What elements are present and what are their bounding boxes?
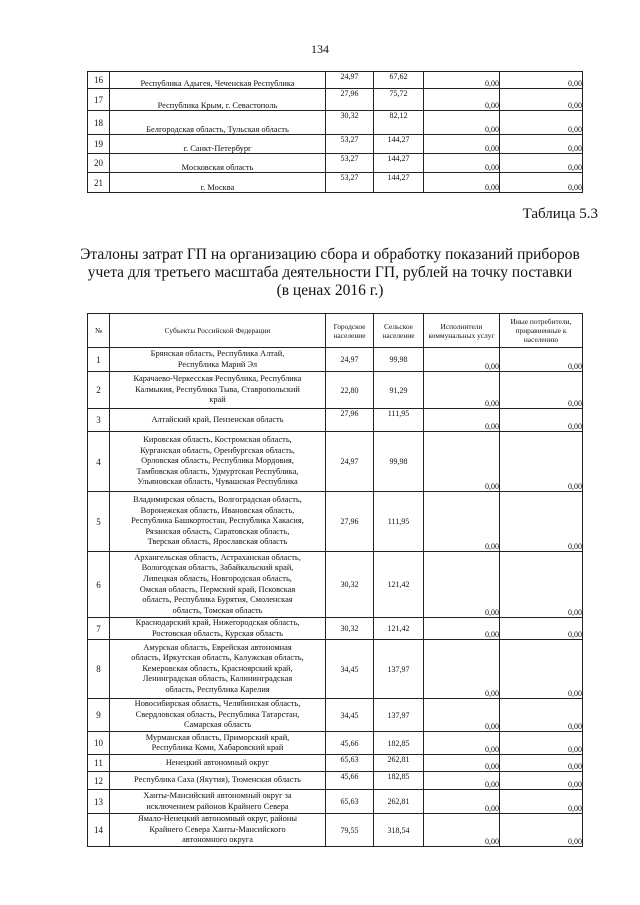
- subject-line: Ленинградская область, Калининградская: [142, 674, 293, 684]
- row-number: 18: [88, 111, 110, 135]
- urban-value: 53,27: [326, 135, 374, 154]
- rural-value: 111,95: [374, 409, 424, 432]
- subject-line: Крайнего Севера Ханты-Мансийского: [149, 824, 286, 834]
- urban-value: 30,32: [326, 111, 374, 135]
- subject-cell: Белгородская область, Тульская область: [110, 111, 326, 135]
- subject-line: край: [209, 395, 226, 405]
- subject-cell: [110, 552, 326, 618]
- rural-value: 144,27: [374, 154, 424, 173]
- subject-cell: [110, 814, 326, 847]
- row-number: 1: [88, 348, 110, 372]
- row-number: 7: [88, 618, 110, 640]
- rural-value: 99,98: [374, 432, 424, 492]
- title-line-1: Эталоны затрат ГП на организацию сбора и обработку показаний приборов: [80, 246, 580, 263]
- subject-cell: [110, 640, 326, 699]
- other-value: 0,00: [500, 432, 583, 492]
- rural-value: 82,12: [374, 111, 424, 135]
- row-number: 3: [88, 409, 110, 432]
- urban-value: 34,45: [326, 699, 374, 732]
- header-num: №: [88, 314, 110, 348]
- rural-value: 182,85: [374, 772, 424, 790]
- row-number: 16: [88, 72, 110, 89]
- urban-value: 30,32: [326, 552, 374, 618]
- table-row: [88, 814, 583, 847]
- urban-value: 24,97: [326, 72, 374, 89]
- table-row: [88, 89, 583, 111]
- continuation-table: [87, 71, 583, 193]
- subject-line: Новосибирская область, Челябинская область,: [134, 699, 301, 709]
- rural-value: 121,42: [374, 618, 424, 640]
- rural-value: 121,42: [374, 552, 424, 618]
- other-value: 0,00: [500, 814, 583, 847]
- table-row: [88, 173, 583, 193]
- subject-line: Кемеровская область, Красноярский край,: [142, 663, 293, 673]
- subject-line: Мурманская область, Приморский край,: [145, 732, 290, 742]
- subject-line: Республика Саха (Якутия), Тюменская область: [134, 775, 301, 785]
- table-row: [88, 135, 583, 154]
- table-row: [88, 492, 583, 552]
- title-line-2: учета для третьего масштаба деятельности ГП, рублей на точку поставки: [87, 264, 573, 281]
- utilities-value: 0,00: [424, 814, 500, 847]
- subject-line: Ростовская область, Курская область: [151, 628, 284, 638]
- table-row: [88, 552, 583, 618]
- urban-value: 65,63: [326, 755, 374, 772]
- rural-value: 137,97: [374, 699, 424, 732]
- urban-value: 45,66: [326, 732, 374, 755]
- utilities-value: 0,00: [424, 173, 500, 193]
- other-value: 0,00: [500, 409, 583, 432]
- row-number: 14: [88, 814, 110, 847]
- header-rural: Сельское население: [374, 314, 424, 348]
- table-row: [88, 699, 583, 732]
- subject-line: Ненецкий автономный округ: [165, 757, 270, 767]
- subject-line: Кировская область, Костромская область,: [143, 435, 292, 445]
- row-number: 11: [88, 755, 110, 772]
- row-number: 17: [88, 89, 110, 111]
- subject-line: Ханты-Мансийский автономный округ за: [143, 791, 292, 801]
- subject-line: Республика Башкортостан, Республика Хакасия,: [131, 516, 304, 526]
- table-row: [88, 790, 583, 814]
- table-row: [88, 372, 583, 409]
- urban-value: 45,66: [326, 772, 374, 790]
- subject-line: область, Республика Бурятия, Смоленская: [142, 595, 293, 605]
- header-utilities: Исполнители коммунальных услуг: [424, 314, 500, 348]
- urban-value: 53,27: [326, 173, 374, 193]
- subject-line: область, Республика Карелия: [165, 685, 270, 695]
- row-number: 6: [88, 552, 110, 618]
- table-row: [88, 348, 583, 372]
- subject-cell: [110, 732, 326, 755]
- utilities-value: 0,00: [424, 492, 500, 552]
- utilities-value: 0,00: [424, 790, 500, 814]
- row-number: 2: [88, 372, 110, 409]
- subject-line: Самарская область: [183, 720, 252, 730]
- subject-cell: [110, 755, 326, 772]
- other-value: 0,00: [500, 89, 583, 111]
- utilities-value: 0,00: [424, 135, 500, 154]
- urban-value: 65,63: [326, 790, 374, 814]
- rural-value: 111,95: [374, 492, 424, 552]
- subject-cell: [110, 372, 326, 409]
- subject-cell: г. Санкт-Петербург: [110, 135, 326, 154]
- subject-cell: [110, 618, 326, 640]
- table-row: [88, 72, 583, 89]
- utilities-value: 0,00: [424, 89, 500, 111]
- cost-standards-table: [87, 313, 583, 847]
- table-row: [88, 154, 583, 173]
- subject-cell: [110, 432, 326, 492]
- rural-value: 91,29: [374, 372, 424, 409]
- subject-line: Алтайский край, Пензенская область: [151, 414, 284, 424]
- rural-value: 75,72: [374, 89, 424, 111]
- row-number: 20: [88, 154, 110, 173]
- subject-cell: Республика Крым, г. Севастополь: [110, 89, 326, 111]
- subject-cell: г. Москва: [110, 173, 326, 193]
- table-row: [88, 772, 583, 790]
- table-row: [88, 640, 583, 699]
- row-number: 21: [88, 173, 110, 193]
- other-value: 0,00: [500, 618, 583, 640]
- subject-line: Воронежская область, Ивановская область,: [140, 505, 295, 515]
- other-value: 0,00: [500, 135, 583, 154]
- other-value: 0,00: [500, 755, 583, 772]
- utilities-value: 0,00: [424, 640, 500, 699]
- table-row: [88, 111, 583, 135]
- table-row: [88, 432, 583, 492]
- header-subject: Субъекты Российской Федерации: [110, 314, 326, 348]
- other-value: 0,00: [500, 173, 583, 193]
- subject-line: Тверская область, Ярославская область: [147, 537, 288, 547]
- utilities-value: 0,00: [424, 755, 500, 772]
- row-number: 8: [88, 640, 110, 699]
- urban-value: 27,96: [326, 409, 374, 432]
- urban-value: 34,45: [326, 640, 374, 699]
- table-label: Таблица 5.3: [522, 206, 598, 222]
- row-number: 12: [88, 772, 110, 790]
- utilities-value: 0,00: [424, 432, 500, 492]
- header-urban: Городское население: [326, 314, 374, 348]
- other-value: 0,00: [500, 640, 583, 699]
- utilities-value: 0,00: [424, 154, 500, 173]
- title-line-3: (в ценах 2016 г.): [276, 282, 384, 299]
- rural-value: 144,27: [374, 173, 424, 193]
- table-title: [60, 246, 600, 300]
- row-number: 9: [88, 699, 110, 732]
- header-other: Иные потребители, приравненные к населению: [500, 314, 583, 348]
- other-value: 0,00: [500, 372, 583, 409]
- rural-value: 137,97: [374, 640, 424, 699]
- subject-cell: [110, 492, 326, 552]
- rural-value: 144,27: [374, 135, 424, 154]
- rural-value: 182,85: [374, 732, 424, 755]
- subject-cell: [110, 699, 326, 732]
- urban-value: 27,96: [326, 492, 374, 552]
- rural-value: 99,98: [374, 348, 424, 372]
- subject-line: Омская область, Пермский край, Псковская: [139, 584, 296, 594]
- utilities-value: 0,00: [424, 111, 500, 135]
- row-number: 13: [88, 790, 110, 814]
- urban-value: 24,97: [326, 432, 374, 492]
- urban-value: 27,96: [326, 89, 374, 111]
- other-value: 0,00: [500, 552, 583, 618]
- subject-line: Калмыкия, Республика Тыва, Ставропольский: [135, 384, 300, 394]
- row-number: 4: [88, 432, 110, 492]
- rural-value: 67,62: [374, 72, 424, 89]
- utilities-value: 0,00: [424, 409, 500, 432]
- subject-cell: [110, 348, 326, 372]
- subject-cell: [110, 790, 326, 814]
- utilities-value: 0,00: [424, 72, 500, 89]
- subject-line: Вологодская область, Забайкальский край,: [141, 563, 294, 573]
- urban-value: 53,27: [326, 154, 374, 173]
- utilities-value: 0,00: [424, 732, 500, 755]
- table-row: [88, 755, 583, 772]
- urban-value: 24,97: [326, 348, 374, 372]
- row-number: 19: [88, 135, 110, 154]
- subject-line: Архангельская область, Астраханская область,: [134, 552, 301, 562]
- subject-line: область, Иркутская область, Калужская область,: [131, 653, 304, 663]
- utilities-value: 0,00: [424, 618, 500, 640]
- subject-line: Тамбовская область, Удмуртская Республика,: [136, 466, 299, 476]
- utilities-value: 0,00: [424, 348, 500, 372]
- other-value: 0,00: [500, 492, 583, 552]
- subject-line: Рязанская область, Саратовская область,: [145, 526, 290, 536]
- subject-line: Республика Коми, Хабаровский край: [151, 743, 284, 753]
- utilities-value: 0,00: [424, 772, 500, 790]
- table-row: [88, 732, 583, 755]
- rural-value: 318,54: [374, 814, 424, 847]
- row-number: 10: [88, 732, 110, 755]
- subject-line: Владимирская область, Волгоградская область,: [133, 495, 302, 505]
- subject-line: Орловская область, Республика Мордовия,: [141, 456, 294, 466]
- other-value: 0,00: [500, 699, 583, 732]
- subject-line: Брянская область, Республика Алтай,: [150, 348, 285, 358]
- subject-line: Краснодарский край, Нижегородская область,: [135, 618, 300, 627]
- subject-line: Республика Марий Эл: [177, 359, 258, 369]
- subject-cell: Московская область: [110, 154, 326, 173]
- subject-line: область, Томская область: [172, 605, 263, 615]
- subject-line: Ульяновская область, Чувашская Республика: [137, 477, 298, 487]
- subject-cell: [110, 409, 326, 432]
- other-value: 0,00: [500, 772, 583, 790]
- row-number: 5: [88, 492, 110, 552]
- other-value: 0,00: [500, 111, 583, 135]
- subject-line: автономного округа: [182, 835, 253, 845]
- header-row: [88, 314, 583, 348]
- urban-value: 30,32: [326, 618, 374, 640]
- subject-line: Ямало-Ненецкий автономный округ, районы: [138, 814, 297, 824]
- other-value: 0,00: [500, 732, 583, 755]
- table-row: [88, 409, 583, 432]
- utilities-value: 0,00: [424, 552, 500, 618]
- subject-line: Амурская область, Еврейская автономная: [143, 642, 292, 652]
- table-row: [88, 618, 583, 640]
- subject-line: исключением районов Крайнего Севера: [146, 801, 289, 811]
- subject-line: Карачаево-Черкесская Республика, Республика: [133, 374, 302, 384]
- urban-value: 22,80: [326, 372, 374, 409]
- other-value: 0,00: [500, 790, 583, 814]
- subject-line: Курганская область, Оренбургская область,: [140, 445, 295, 455]
- subject-cell: [110, 772, 326, 790]
- page-number: 134: [311, 42, 329, 56]
- utilities-value: 0,00: [424, 372, 500, 409]
- urban-value: 79,55: [326, 814, 374, 847]
- other-value: 0,00: [500, 154, 583, 173]
- subject-line: Свердловская область, Республика Татарстан,: [135, 709, 300, 719]
- other-value: 0,00: [500, 72, 583, 89]
- rural-value: 262,81: [374, 755, 424, 772]
- subject-line: Липецкая область, Новгородская область,: [143, 573, 292, 583]
- other-value: 0,00: [500, 348, 583, 372]
- utilities-value: 0,00: [424, 699, 500, 732]
- subject-cell: Республика Адыгея, Чеченская Республика: [110, 72, 326, 89]
- rural-value: 262,81: [374, 790, 424, 814]
